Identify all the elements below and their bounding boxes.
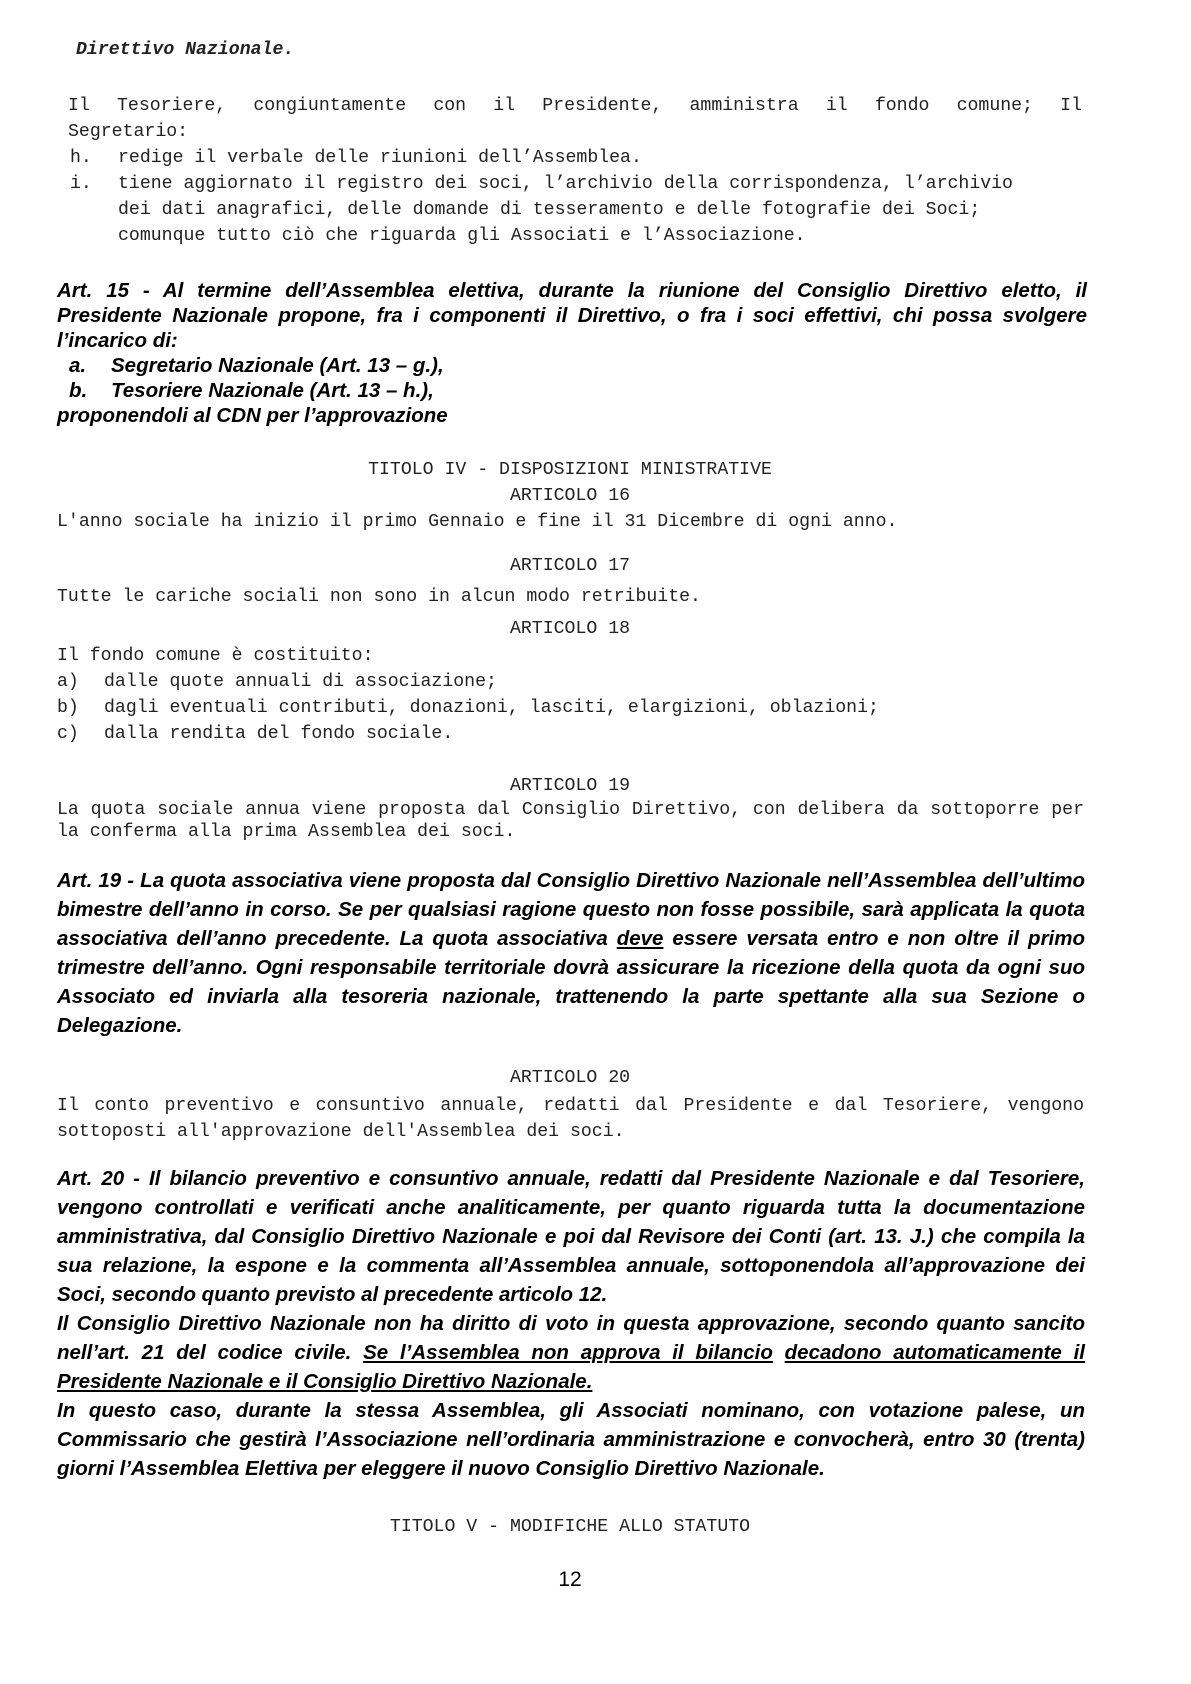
art15-closing: proponendoli al CDN per l’approvazione xyxy=(57,404,448,427)
art19-paragraph xyxy=(57,866,1085,1040)
list-item-i-continued: comunque tutto ciò che riguarda gli Associati e l’Associazione. xyxy=(118,226,806,246)
list-text: dalla rendita del fondo sociale. xyxy=(104,724,454,744)
list-marker: c) xyxy=(57,724,79,744)
art15-line: l’incarico di: xyxy=(57,329,178,352)
articolo-20-heading: ARTICOLO 20 xyxy=(509,1068,631,1088)
art15-item-b xyxy=(57,378,1087,403)
art20-underlined-text: Se l’Assemblea non approva il bilancio xyxy=(363,1341,773,1364)
art20-para: Art. 20 - Il bilancio preventivo e consuntivo annuale, redatti dal Presidente Nazionale e dal Tesoriere, vengono controllati e verificati anche analiticamente, per quanto riguarda tutta la documentazione amministrativa, dal Consiglio Direttivo Nazionale e poi dal Revisore dei Conti (art. 13. J.) che compila la sua relazione, la espone e la commenta all’Assemblea annuale, sottoponendola all’approvazione dei Soci, secondo quanto previsto al precedente articolo 12. xyxy=(57,1167,1085,1306)
art20-para: In questo caso, durante la stessa Assemblea, gli Associati nominano, con votazione palese, un Commissario che gestirà l’Associazione nell’ordinaria amministrazione e convocherà, entro 30 (trenta) giorni l’Assemblea Elettiva per eleggere il nuovo Consiglio Direttivo Nazionale. xyxy=(57,1399,1085,1480)
list-text: tiene aggiornato il registro dei soci, l’archivio della corrispondenza, l’archivio xyxy=(118,174,1013,194)
articolo-18-item-c xyxy=(57,724,453,744)
articolo-19-text: La quota sociale annua viene proposta dal Consiglio Direttivo, con delibera da sottoporre per la conferma alla prima Assemblea dei soci. xyxy=(57,800,1084,842)
list-marker: b) xyxy=(57,698,79,718)
articolo-19-heading: ARTICOLO 19 xyxy=(509,776,631,796)
articolo-18-item-a xyxy=(57,672,497,692)
titolo-iv-heading: TITOLO IV - DISPOSIZIONI MINISTRATIVE xyxy=(368,460,772,480)
articolo-17-text: Tutte le cariche sociali non sono in alcun modo retribuite. xyxy=(57,587,701,607)
segretario-label: Segretario: xyxy=(68,122,189,142)
art19-underlined-word: deve xyxy=(616,927,664,950)
titolo-v-heading: TITOLO V - MODIFICHE ALLO STATUTO xyxy=(389,1517,751,1537)
header-direttivo: Direttivo Nazionale. xyxy=(76,40,295,60)
art15-line: Art. 15 - Al termine dell’Assemblea elettiva, durante la riunione del Consiglio Direttivo eletto, il xyxy=(57,279,1087,302)
art19-text: Art. 19 - La quota associativa viene proposta dal Consiglio Direttivo Nazionale nell’Assemblea dell’ultimo bimestre dell’anno in corso. Se per qualsiasi ragione questo non fosse possibile, sarà applicata la quota associativa dell’anno precedente. La quota associativa xyxy=(57,869,1085,950)
articolo-20-text: Il conto preventivo e consuntivo annuale, redatti dal Presidente e dal Tesoriere, vengono sottoposti all'approvazione dell'Assemblea dei soci. xyxy=(57,1096,1084,1142)
articolo-16-heading: ARTICOLO 16 xyxy=(509,486,631,506)
tesoriere-line: Il Tesoriere, congiuntamente con il Presidente, amministra il fondo comune; Il xyxy=(68,96,1082,116)
articolo-17-heading: ARTICOLO 17 xyxy=(509,556,631,576)
list-item-i xyxy=(70,174,1013,194)
art20-para-underlined xyxy=(57,1309,1085,1396)
list-item-h xyxy=(70,148,642,168)
list-marker: h. xyxy=(70,148,92,168)
art19-text: essere versata entro e non oltre il primo trimestre dell’anno. Ogni responsabile territoriale dovrà assicurare la ricezione della quota da ogni suo Associato ed inviarla alla tesoreria nazionale, trattenendo la parte spettante alla sua Sezione o Delegazione. xyxy=(57,927,1085,1037)
art20-paragraph xyxy=(57,1164,1085,1483)
list-marker: i. xyxy=(70,174,92,194)
articolo-18-item-b xyxy=(57,698,879,718)
list-text: dalle quote annuali di associazione; xyxy=(104,672,497,692)
list-marker: a) xyxy=(57,672,79,692)
list-text: Segretario Nazionale (Art. 13 – g.), xyxy=(111,354,444,377)
list-marker: b. xyxy=(69,379,88,402)
articolo-18-intro: Il fondo comune è costituito: xyxy=(57,646,374,666)
art20-text: Il Consiglio Direttivo Nazionale non ha diritto di voto in questa approvazione, secondo quanto sancito nell’art. 21 del codice civile. xyxy=(57,1312,1085,1364)
articolo-16-text: L'anno sociale ha inizio il primo Gennaio e fine il 31 Dicembre di ogni anno. xyxy=(57,512,898,532)
list-item-i-continued: dei dati anagrafici, delle domande di tesseramento e delle fotografie dei Soci; xyxy=(118,200,981,220)
art15-line: Presidente Nazionale propone, fra i componenti il Direttivo, o fra i soci effettivi, chi possa svolgere xyxy=(57,304,1087,327)
page-number: 12 xyxy=(558,1568,582,1591)
articolo-18-heading: ARTICOLO 18 xyxy=(509,619,631,639)
art20-underlined-text: decadono automaticamente il Presidente Nazionale e il Consiglio Direttivo Nazionale. xyxy=(57,1341,1085,1393)
art15-item-a xyxy=(57,353,1087,378)
list-text: dagli eventuali contributi, donazioni, lasciti, elargizioni, oblazioni; xyxy=(104,698,879,718)
list-text: redige il verbale delle riunioni dell’Assemblea. xyxy=(118,148,642,168)
list-text: Tesoriere Nazionale (Art. 13 – h.), xyxy=(111,379,434,402)
art15-paragraph xyxy=(57,278,1087,428)
list-marker: a. xyxy=(69,354,87,377)
